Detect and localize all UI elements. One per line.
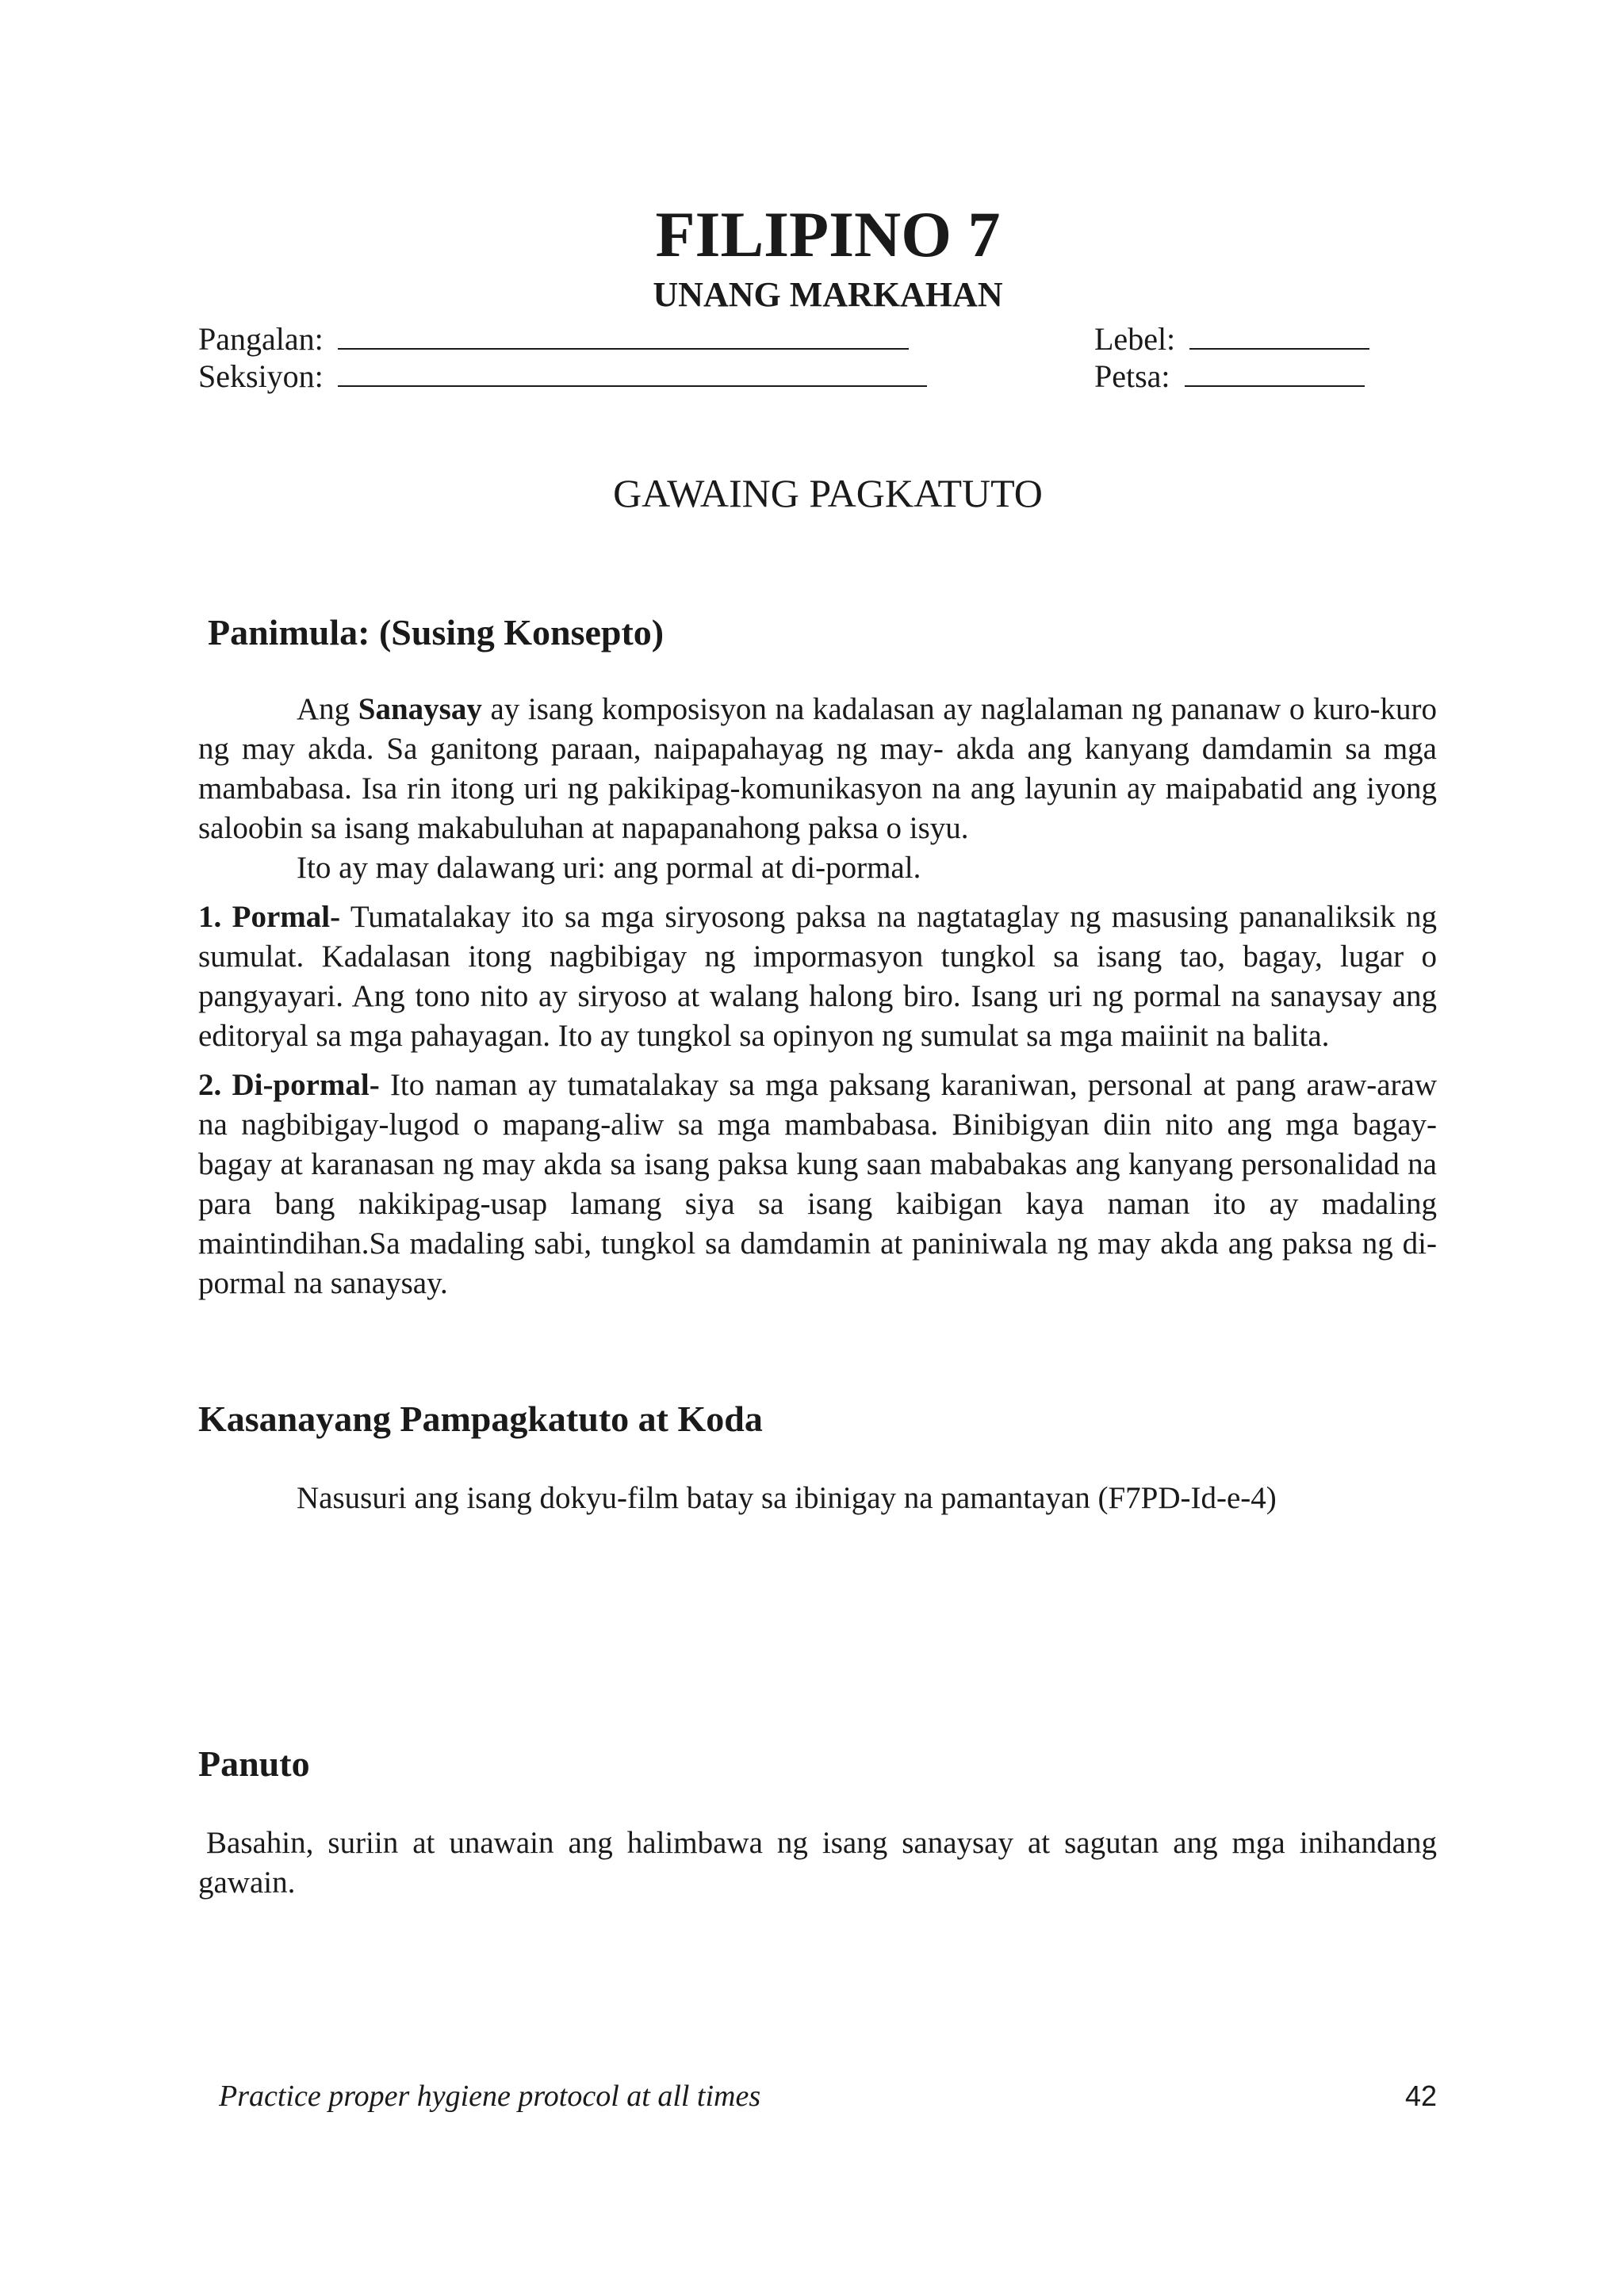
level-blank-line[interactable] <box>1189 321 1369 350</box>
page-subtitle: UNANG MARKAHAN <box>653 275 1003 314</box>
sanaysay-term: Sanaysay <box>358 692 482 726</box>
intro-paragraph-2: Ito ay may dalawang uri: ang pormal at di-pormal. <box>297 851 921 885</box>
instructions-heading: Panuto <box>198 1743 310 1784</box>
intro-heading: Panimula: (Susing Konsepto) <box>208 612 665 652</box>
pormal-label: 1. Pormal- <box>198 900 341 934</box>
level-label: Lebel: <box>1094 321 1176 357</box>
di-pormal-label: 2. Di-pormal- <box>198 1068 380 1102</box>
name-label: Pangalan: <box>198 321 324 357</box>
intro-body <box>198 690 1437 1303</box>
section-label: Seksiyon: <box>198 358 324 394</box>
date-label: Petsa: <box>1094 358 1170 394</box>
date-blank-line[interactable] <box>1185 358 1365 387</box>
name-field <box>198 320 909 359</box>
section-title: GAWAING PAGKATUTO <box>613 471 1043 515</box>
name-blank-line[interactable] <box>338 321 909 350</box>
section-blank-line[interactable] <box>338 358 927 387</box>
page-title: FILIPINO 7 <box>655 198 1001 270</box>
competency-heading: Kasanayang Pampagkatuto at Koda <box>198 1399 763 1439</box>
instructions-text: Basahin, suriin at unawain ang halimbawa ng isang sanaysay at sagutan ang mga inihandang gawain. <box>198 1826 1437 1900</box>
footer-note: Practice proper hygiene protocol at all times <box>219 2080 761 2113</box>
intro-paragraph-1: Ang Sanaysay ay isang komposisyon na kadalasan ay naglalaman ng pananaw o kuro-kuro ng may akda. Sa ganitong paraan, naipapahayag ng may- akda ang kanyang damdamin sa mga mambabasa. Isa rin itong uri ng pakikipag-komunikasyon na ang layunin ay maipabatid ang iyong saloobin sa isang makabuluhan at napapanahong paksa o isyu. <box>198 692 1437 845</box>
competency-text: Nasusuri ang isang dokyu-film batay sa ibinigay na pamantayan (F7PD-Id-e-4) <box>297 1481 1277 1515</box>
date-field <box>1094 357 1365 396</box>
type-item-di-pormal: 2. Di-pormal- Ito naman ay tumatalakay sa mga paksang karaniwan, personal at pang araw-araw na nagbibigay-lugod o mapang-aliw sa mga mambabasa. Binibigyan diin nito ang mga bagay-bagay at karanasan ng may akda sa isang paksa kung saan mababakas ang kanyang personalidad na para bang nakikipag-usap lamang siya sa isang kaibigan kaya naman ito ay madaling maintindihan.Sa madaling sabi, tungkol sa damdamin at paniniwala ng may akda ang paksa ng di-pormal na sanaysay. <box>198 1068 1437 1300</box>
level-field <box>1094 320 1369 359</box>
section-field <box>198 357 927 396</box>
page-number: 42 <box>1404 2080 1437 2112</box>
type-item-pormal: 1. Pormal- Tumatalakay ito sa mga siryosong paksa na nagtataglay ng masusing pananaliksik ng sumulat. Kadalasan itong nagbibigay ng impormasyon tungkol sa isang tao, bagay, lugar o pangyayari. Ang tono nito ay siryoso at walang halong biro. Isang uri ng pormal na sanaysay ang editoryal sa mga pahayagan. Ito ay tungkol sa opinyon ng sumulat sa mga maiinit na balita. <box>198 900 1437 1053</box>
